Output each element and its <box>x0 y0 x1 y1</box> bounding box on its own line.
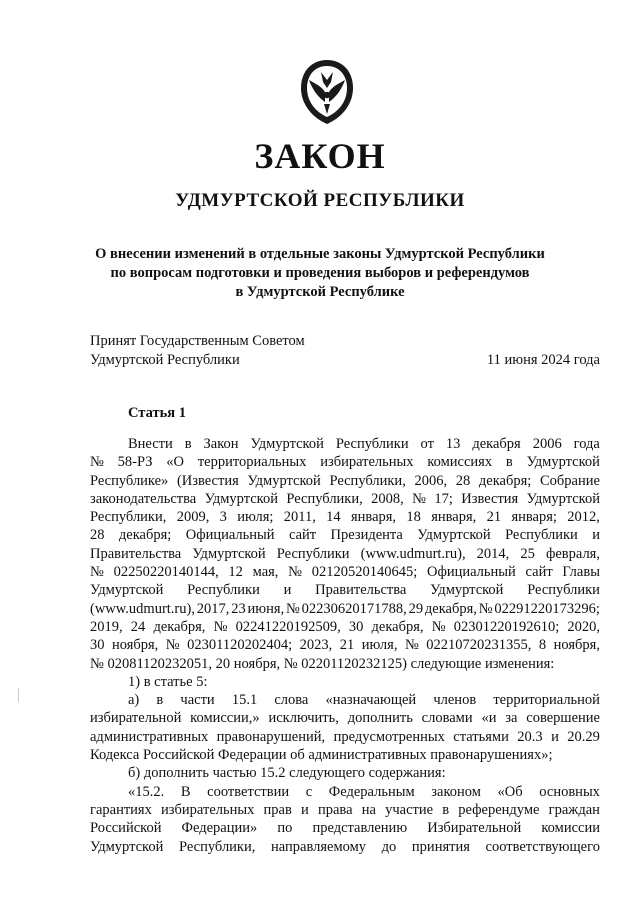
document-type-title: ЗАКОН <box>254 136 386 176</box>
law-heading-line: О внесении изменений в отдельные законы Удмуртской Республики <box>95 246 545 262</box>
margin-mark <box>18 688 19 702</box>
article-line: 2019, 24 декабря, № 02241220192509, 30 декабря, № 02301220192610; 2020, <box>90 618 600 635</box>
article-line: № 02250220140144, 12 мая, № 02120520140645; Официальный сайт Главы <box>90 564 600 581</box>
law-heading-line: по вопросам подготовки и проведения выборов и референдумов <box>110 265 530 281</box>
article-line: Республики, 2009, 3 июля; 2011, 14 января, 18 января, 21 января; 2012, <box>90 509 600 526</box>
article-line: № 58-РЗ «О территориальных избирательных комиссиях в Удмуртской <box>90 454 600 471</box>
issuer-subtitle: УДМУРТСКОЙ РЕСПУБЛИКИ <box>175 190 465 211</box>
article-line: Удмуртской Республики, направляемому до принятия соответствующего <box>90 838 600 855</box>
article-line: Республике» (Известия Удмуртской Республики, 2006, 28 декабря; Собрание <box>90 472 600 489</box>
article-title: Статья 1 <box>128 405 186 421</box>
article-line: избирательной комиссии,» исключить, дополнить словами «и за совершение <box>90 710 600 727</box>
article-line: Удмуртской Республики и Правительства Удмуртской Республики <box>90 582 600 599</box>
article-line: 1) в статье 5: <box>128 673 208 690</box>
article-line: а) в части 15.1 слова «назначающей членов территориальной <box>128 692 600 709</box>
article-line: 28 декабря; Официальный сайт Президента Удмуртской Республики и <box>90 527 600 544</box>
coat-of-arms-icon <box>298 58 356 126</box>
article-line: Российской Федерации» по представлению Избирательной комиссии <box>90 820 600 837</box>
article-line: № 02081120232051, 20 ноября, № 02201120232125) следующие изменения: <box>90 655 555 672</box>
article-line: «15.2. В соответствии с Федеральным законом «Об основных <box>128 783 600 800</box>
adoption-line: Принят Государственным Советом <box>90 333 305 349</box>
law-heading-line: в Удмуртской Республике <box>235 284 405 300</box>
article-line: (www.udmurt.ru), 2017, 23 июня, № 02230620171788, 29 декабря, № 02291220173296; <box>90 600 600 617</box>
article-line: 30 ноября, № 02301120202404; 2023, 21 июля, № 02210720231355, 8 ноября, <box>90 637 600 654</box>
law-heading <box>0 245 640 302</box>
article-line: административных правонарушений, предусмотренных статьями 20.3 и 20.29 <box>90 728 600 745</box>
article-line: законодательства Удмуртской Республики, 2008, № 17; Известия Удмуртской <box>90 490 600 507</box>
article-line: Внести в Закон Удмуртской Республики от 13 декабря 2006 года <box>128 436 600 452</box>
article-line: б) дополнить частью 15.2 следующего содержания: <box>128 765 446 782</box>
adoption-line: Удмуртской Республики <box>90 352 240 368</box>
adoption-date: 11 июня 2024 года <box>486 352 600 368</box>
article-line: Кодекса Российской Федерации об административных правонарушениях»; <box>90 747 553 764</box>
article-body <box>90 435 600 856</box>
adoption-statement <box>90 332 305 370</box>
article-line: гарантиях избирательных прав и права на участие в референдуме граждан <box>90 801 600 818</box>
article-line: Правительства Удмуртской Республики (www.udmurt.ru), 2014, 25 февраля, <box>90 545 600 562</box>
